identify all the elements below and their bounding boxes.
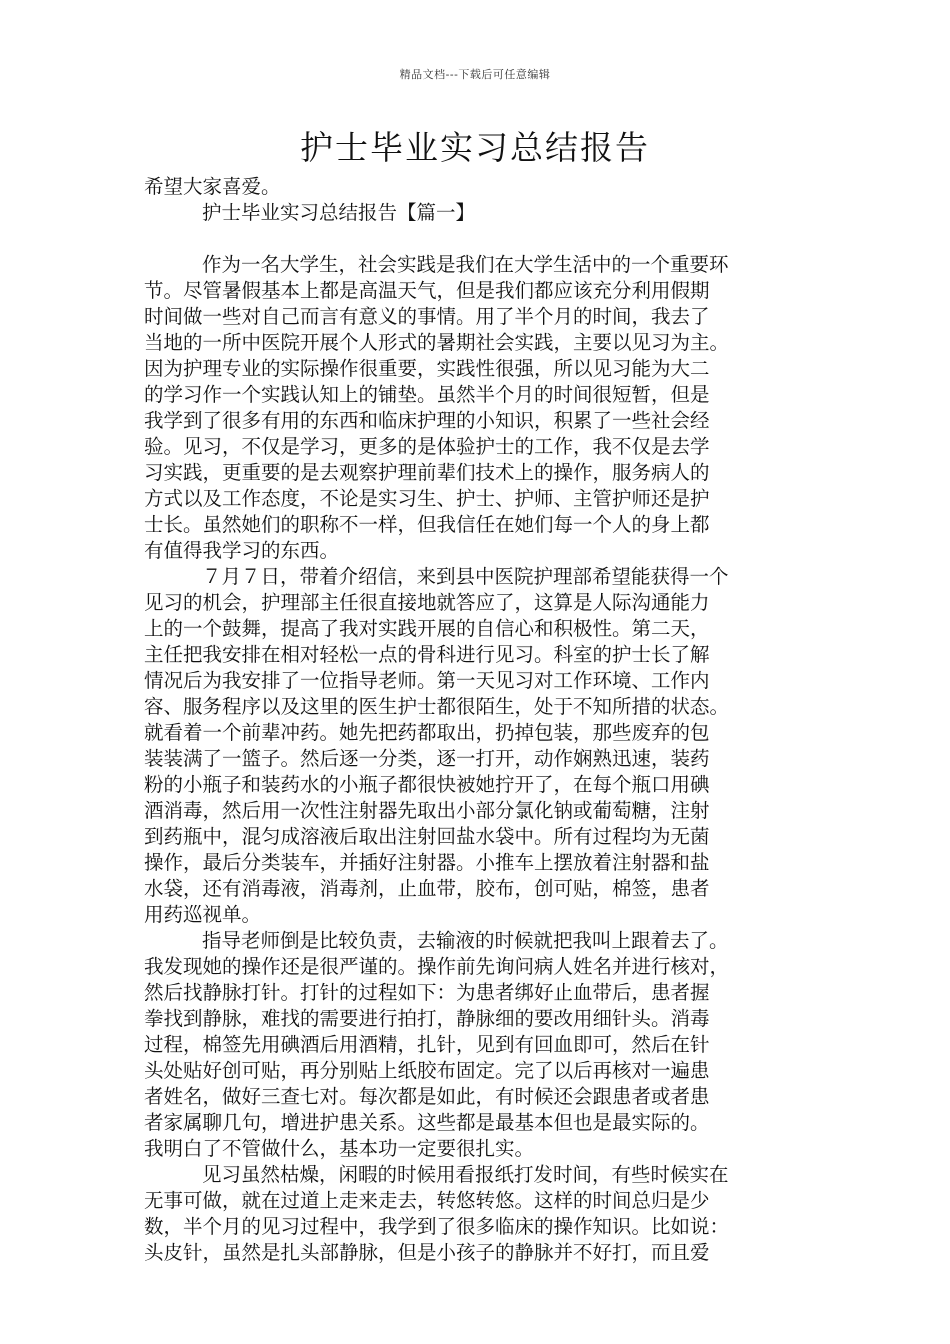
paragraph-container [144, 252, 826, 1266]
document-body [144, 174, 826, 1266]
paragraph-line: 当地的一所中医院开展个人形式的暑期社会实践，主要以见习为主。 [144, 331, 730, 354]
paragraph-line: 方式以及工作态度，不论是实习生、护士、护师、主管护师还是护 [144, 487, 710, 510]
paragraph-line: 时间做一些对自己而言有意义的事情。用了半个月的时间，我去了 [144, 305, 710, 328]
paragraph-line: 情况后为我安排了一位指导老师。第一天见习对工作环境、工作内 [144, 669, 710, 692]
paragraph-line: 作为一名大学生，社会实践是我们在大学生活中的一个重要环 [202, 253, 729, 276]
paragraph-line: 我发现她的操作还是很严谨的。操作前先询问病人姓名并进行核对， [144, 955, 730, 978]
paragraph-line: 我学到了很多有用的东西和临床护理的小知识，积累了一些社会经 [144, 409, 710, 432]
paragraph-line: 然后找静脉打针。打针的过程如下：为患者绑好止血带后，患者握 [144, 981, 710, 1004]
paragraph-line: 用药巡视单。 [144, 903, 262, 926]
paragraph-line: 指导老师倒是比较负责，去输液的时候就把我叫上跟着去了。 [202, 929, 729, 952]
paragraph [144, 928, 826, 1162]
paragraph-line: 士长。虽然她们的职称不一样，但我信任在她们每一个人的身上都 [144, 513, 710, 536]
paragraph-line: 者姓名，做好三查七对。每次都是如此，有时候还会跟患者或者患 [144, 1085, 710, 1108]
paragraph-line: 上的一个鼓舞，提高了我对实践开展的自信心和积极性。第二天， [144, 617, 710, 640]
paragraph-line: 者家属聊几句，增进护患关系。这些都是最基本但也是最实际的。 [144, 1111, 710, 1134]
paragraph [144, 1162, 826, 1266]
paragraph-line: 验。见习，不仅是学习，更多的是体验护士的工作，我不仅是去学 [144, 435, 710, 458]
paragraph-line: 我明白了不管做什么，基本功一定要很扎实。 [144, 1137, 535, 1160]
paragraph-line: 头处贴好创可贴，再分别贴上纸胶布固定。完了以后再核对一遍患 [144, 1059, 710, 1082]
paragraph-line: 有值得我学习的东西。 [144, 539, 340, 562]
paragraph [144, 564, 826, 928]
paragraph-line: 无事可做，就在过道上走来走去，转悠转悠。这样的时间总归是少 [144, 1189, 710, 1212]
paragraph-line: 数，半个月的见习过程中，我学到了很多临床的操作知识。比如说： [144, 1215, 730, 1238]
blank-line [144, 226, 826, 252]
section-heading: 护士毕业实习总结报告【篇一】 [202, 201, 476, 224]
paragraph-line: 操作，最后分类装车，并插好注射器。小推车上摆放着注射器和盐 [144, 851, 710, 874]
paragraph-line: 拳找到静脉，难找的需要进行拍打，静脉细的要改用细针头。消毒 [144, 1007, 710, 1030]
paragraph-line: 见习虽然枯燥，闲暇的时候用看报纸打发时间，有些时候实在 [202, 1163, 729, 1186]
paragraph-line: ７月７日，带着介绍信，来到县中医院护理部希望能获得一个 [202, 565, 729, 588]
paragraph-line: 粉的小瓶子和装药水的小瓶子都很快被她拧开了，在每个瓶口用碘 [144, 773, 710, 796]
paragraph-line: 过程，棉签先用碘酒后用酒精，扎针，见到有回血即可，然后在针 [144, 1033, 710, 1056]
paragraph-line: 头皮针，虽然是扎头部静脉，但是小孩子的静脉并不好打，而且爱 [144, 1241, 710, 1264]
paragraph-line: 到药瓶中，混匀成溶液后取出注射回盐水袋中。所有过程均为无菌 [144, 825, 710, 848]
paragraph-line: 酒消毒，然后用一次性注射器先取出小部分氯化钠或葡萄糖，注射 [144, 799, 710, 822]
paragraph-line: 主任把我安排在相对轻松一点的骨科进行见习。科室的护士长了解 [144, 643, 710, 666]
paragraph [144, 252, 826, 564]
paragraph-line: 节。尽管暑假基本上都是高温天气，但是我们都应该充分利用假期 [144, 279, 710, 302]
paragraph-line: 水袋，还有消毒液，消毒剂，止血带，胶布，创可贴，棉签，患者 [144, 877, 710, 900]
paragraph-line: 就看着一个前辈冲药。她先把药都取出，扔掉包装，那些废弃的包 [144, 721, 710, 744]
paragraph-line: 的学习作一个实践认知上的铺垫。虽然半个月的时间很短暂，但是 [144, 383, 710, 406]
paragraph-line: 容、服务程序以及这里的医生护士都很陌生，处于不知所措的状态。 [144, 695, 730, 718]
paragraph-line: 装装满了一篮子。然后逐一分类，逐一打开，动作娴熟迅速，装药 [144, 747, 710, 770]
paragraph-line: 因为护理专业的实际操作很重要，实践性很强，所以见习能为大二 [144, 357, 710, 380]
paragraph-line: 习实践，更重要的是去观察护理前辈们技术上的操作，服务病人的 [144, 461, 710, 484]
header-note: 精品文档---下载后可任意编辑 [399, 68, 551, 81]
intro-line: 希望大家喜爱。 [144, 175, 281, 198]
document-title: 护士毕业实习总结报告 [300, 128, 650, 167]
paragraph-line: 见习的机会，护理部主任很直接地就答应了，这算是人际沟通能力 [144, 591, 710, 614]
